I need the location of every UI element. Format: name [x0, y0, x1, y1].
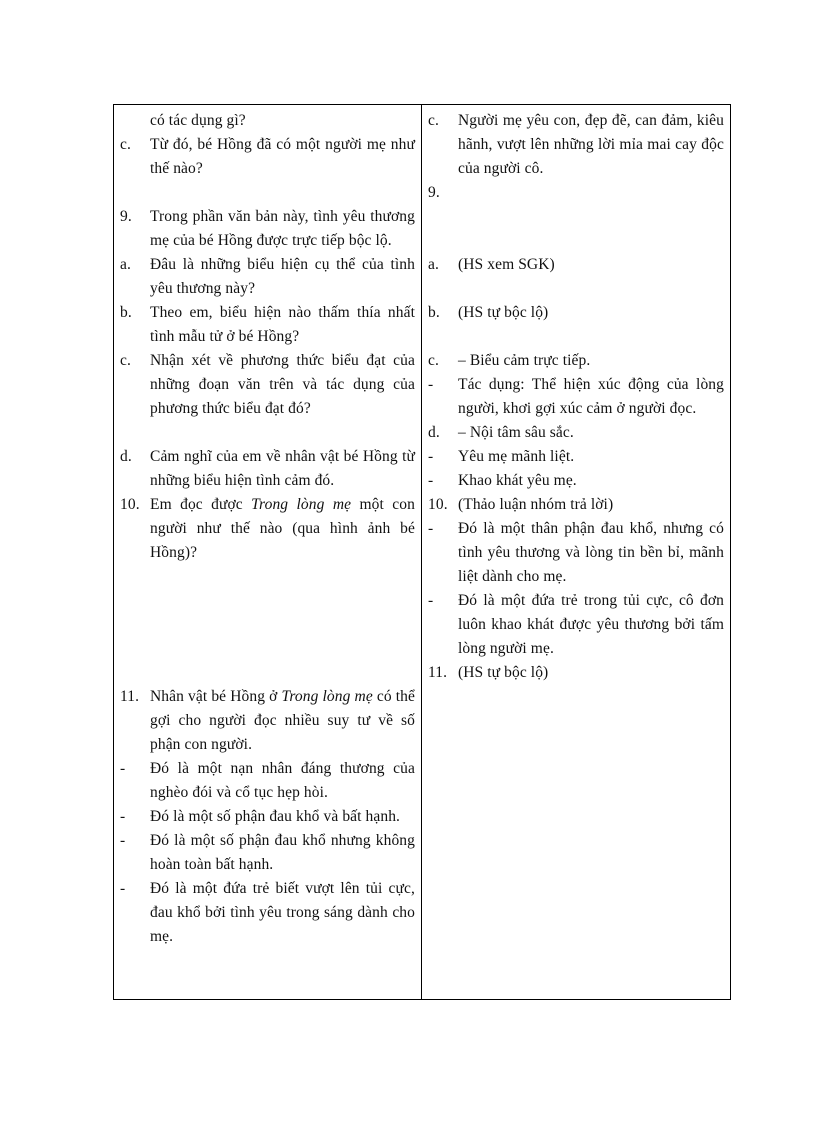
list-item: a. Đâu là những biểu hiện cụ thể của tình yêu thương này? — [120, 256, 415, 297]
list-item: - Khao khát yêu mẹ. — [428, 472, 577, 489]
list-item: 9. — [428, 184, 440, 201]
book-title: Trong lòng mẹ — [281, 688, 373, 705]
book-title: Trong lòng mẹ — [251, 496, 352, 513]
list-item: c. Người mẹ yêu con, đẹp đẽ, can đảm, kiêu hãnh, vượt lên những lời mỉa mai cay độc của người cô. — [428, 112, 724, 177]
list-item: - Đó là một số phận đau khổ nhưng không hoàn toàn bất hạnh. — [120, 832, 415, 873]
list-item: - Đó là một nạn nhân đáng thương của nghèo đói và cổ tục hẹp hòi. — [120, 760, 415, 801]
list-item: có tác dụng gì? — [150, 112, 246, 129]
list-item: - Đó là một thân phận đau khổ, nhưng có tình yêu thương và lòng tin bền bỉ, mãnh liệt dành cho mẹ. — [428, 520, 724, 585]
list-item: 11. Nhân vật bé Hồng ở Trong lòng mẹ có thể gợi cho người đọc nhiều suy tư về số phận con người. — [120, 688, 415, 753]
table-row — [114, 105, 731, 1000]
list-item: a. (HS xem SGK) — [428, 256, 555, 273]
list-item: b. Theo em, biểu hiện nào thấm thía nhất tình mẫu tử ở bé Hồng? — [120, 304, 415, 345]
list-item: c. Nhận xét về phương thức biểu đạt của những đoạn văn trên và tác dụng của phương thức biểu đạt đó? — [120, 352, 415, 417]
list-item: c. Từ đó, bé Hồng đã có một người mẹ như thế nào? — [120, 136, 415, 177]
list-item: - Đó là một số phận đau khổ và bất hạnh. — [120, 808, 401, 825]
list-item: d. – Nội tâm sâu sắc. — [428, 424, 574, 441]
list-item: 11. (HS tự bộc lộ) — [428, 664, 549, 681]
list-item: d. Cảm nghĩ của em về nhân vật bé Hồng từ những biểu hiện tình cảm đó. — [120, 448, 415, 489]
list-item: - Đó là một đứa trẻ trong tủi cực, cô đơn luôn khao khát được yêu thương bởi tấm lòng người mẹ. — [428, 592, 724, 657]
list-item: 9. Trong phần văn bản này, tình yêu thương mẹ của bé Hồng được trực tiếp bộc lộ. — [120, 208, 415, 249]
list-item: - Tác dụng: Thể hiện xúc động của lòng người, khơi gợi xúc cảm ở người đọc. — [428, 376, 724, 417]
list-item: b. (HS tự bộc lộ) — [428, 304, 549, 321]
list-item: c. – Biểu cảm trực tiếp. — [428, 352, 591, 369]
list-item: - Đó là một đứa trẻ biết vượt lên tủi cực, đau khổ bởi tình yêu trong sáng dành cho mẹ. — [120, 880, 415, 945]
list-item: 10. Em đọc được Trong lòng mẹ một con người như thế nào (qua hình ảnh bé Hồng)? — [120, 496, 415, 561]
answers-column — [422, 105, 731, 1000]
list-item: - Yêu mẹ mãnh liệt. — [428, 448, 575, 465]
lesson-table — [113, 104, 731, 1000]
list-item: 10. (Thảo luận nhóm trả lời) — [428, 496, 614, 513]
questions-column — [114, 105, 422, 1000]
